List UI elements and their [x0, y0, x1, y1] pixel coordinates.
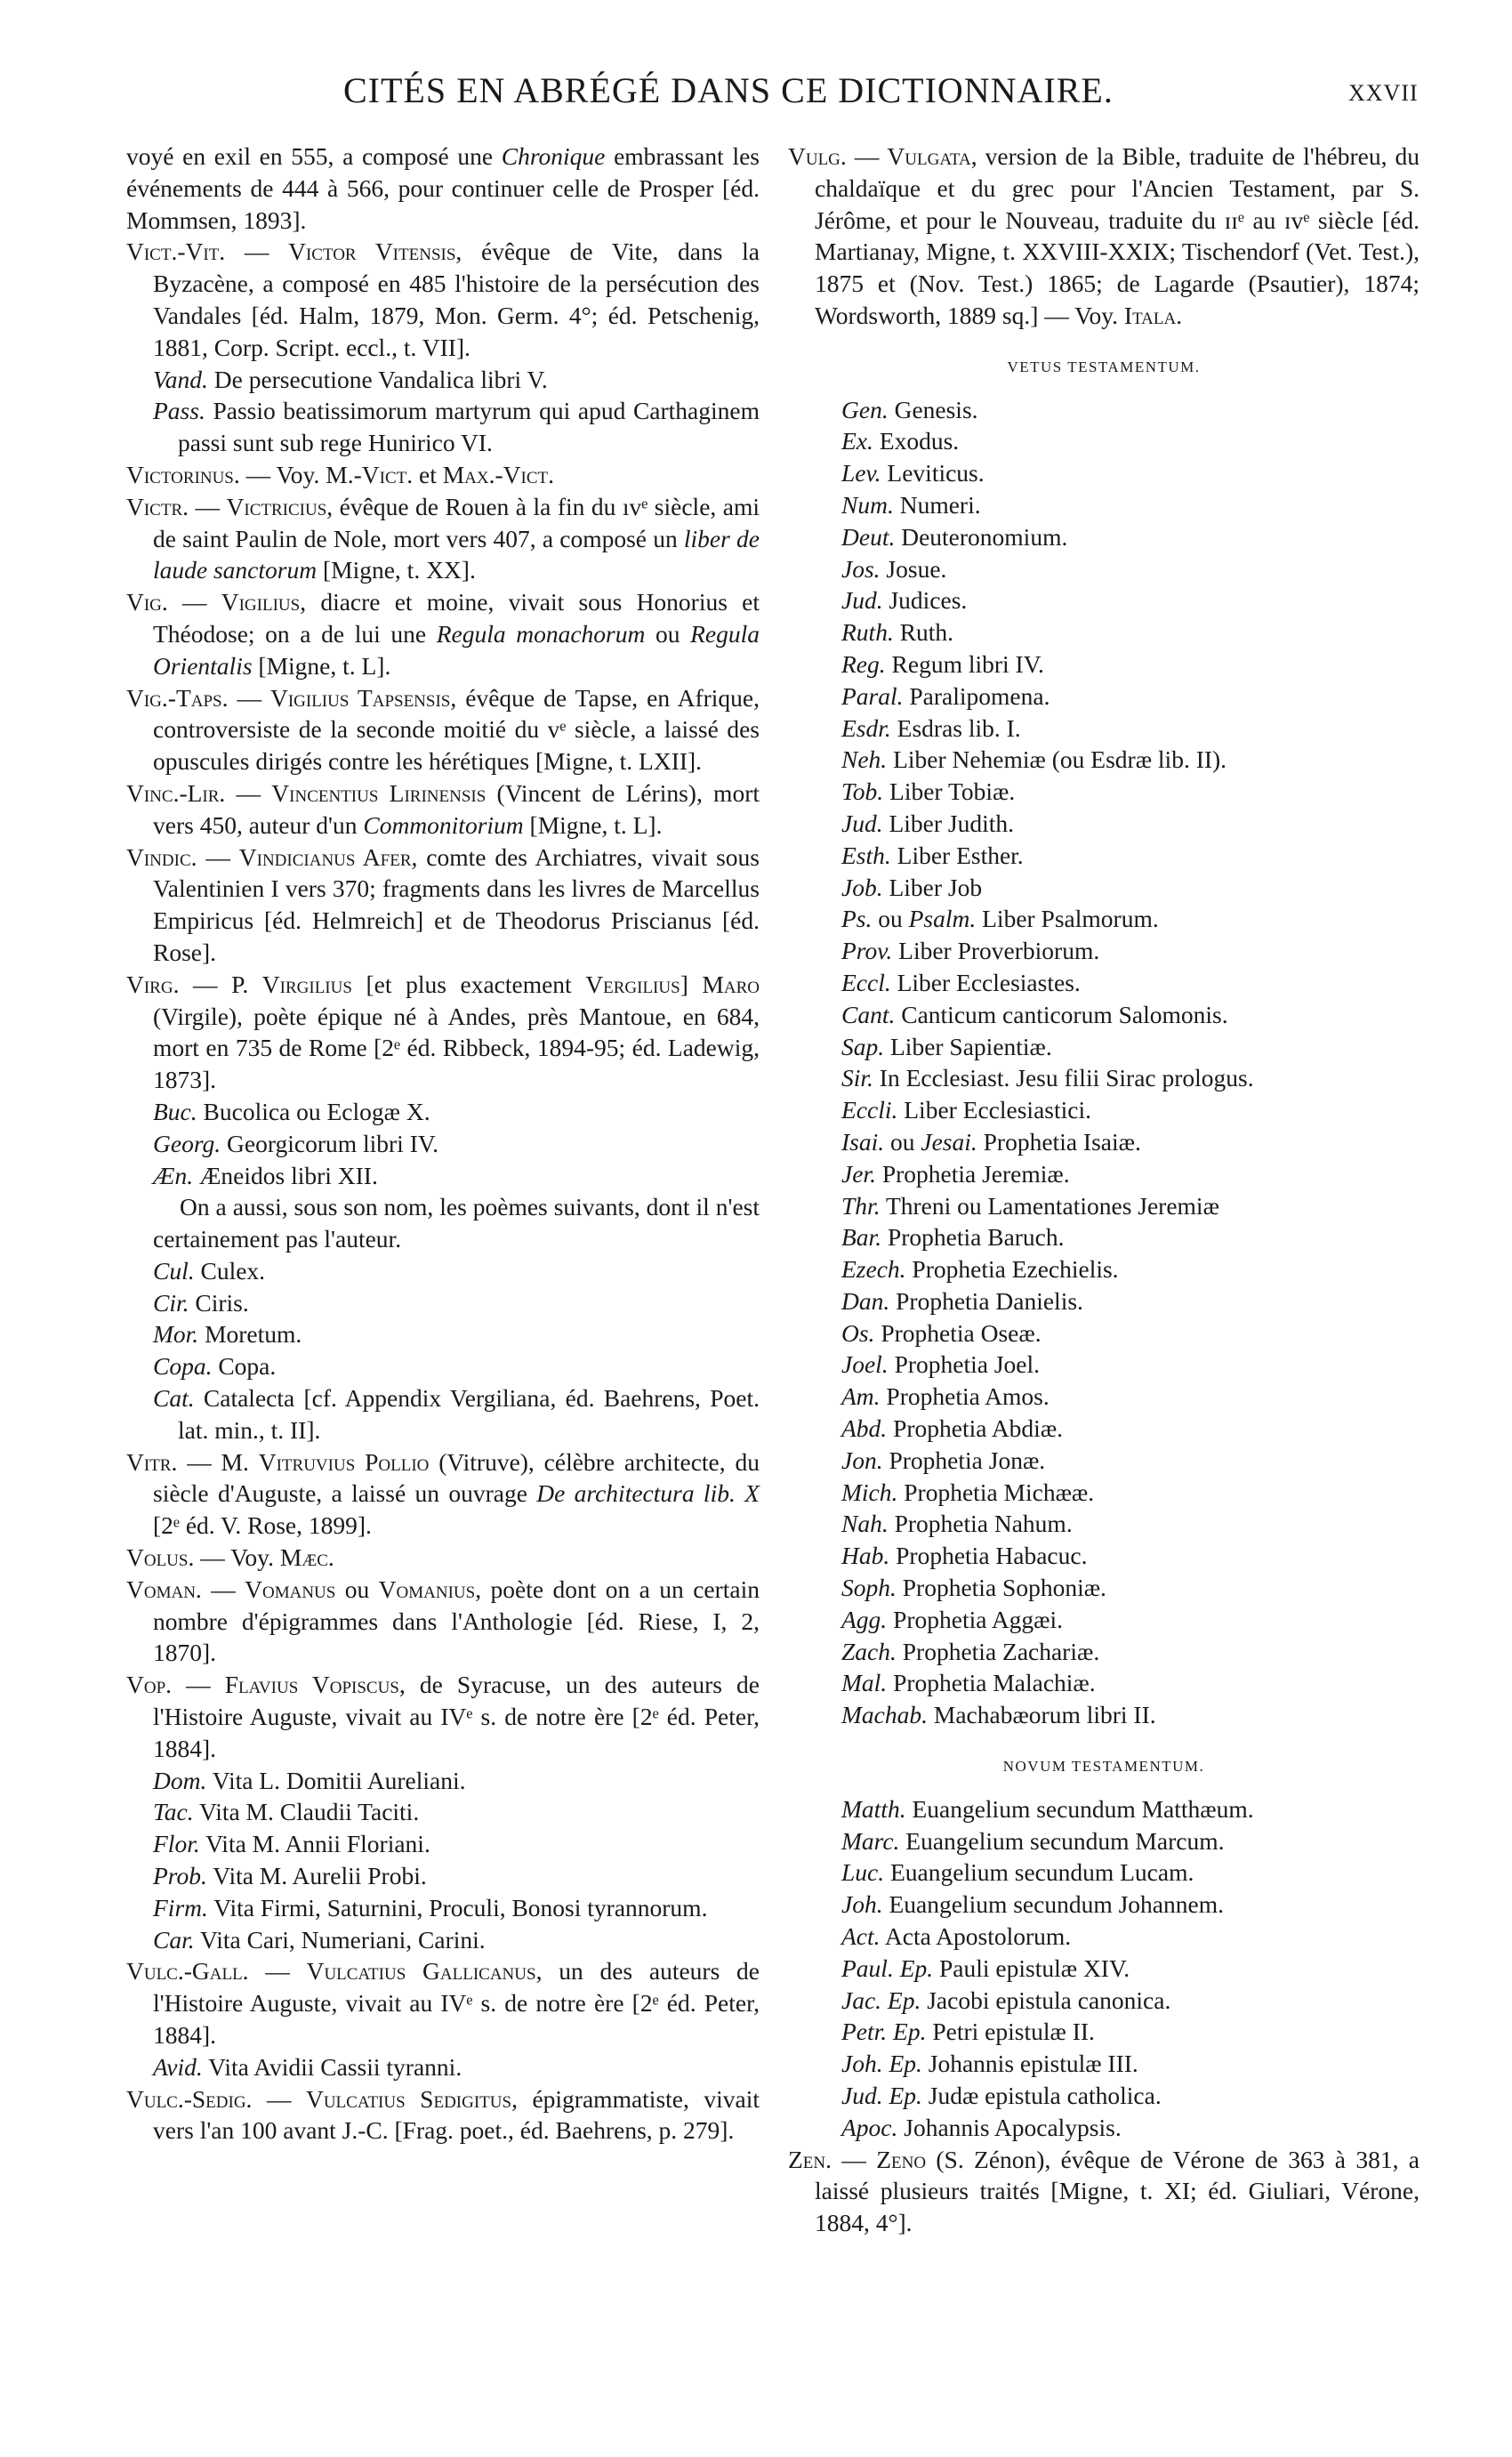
book-item: Marc. Euangelium secundum Marcum.: [841, 1826, 1225, 1855]
book-item: Eccli. Liber Ecclesiastici.: [841, 1096, 1091, 1124]
book-item: Jer. Prophetia Jeremiæ.: [841, 1159, 1070, 1188]
book-item: Prov. Liber Proverbiorum.: [841, 937, 1100, 965]
book-item: Mich. Prophetia Michææ.: [841, 1478, 1095, 1506]
book-item: Machab. Machabæorum libri II.: [841, 1701, 1156, 1729]
book-item: Joh. Ep. Johannis epistulæ III.: [841, 2050, 1138, 2078]
work-item: Mor. Moretum.: [153, 1320, 302, 1349]
book-item: Esdr. Esdras lib. I.: [841, 713, 1021, 742]
work-item: Buc. Bucolica ou Eclogæ X.: [153, 1097, 430, 1125]
book-item: Apoc. Johannis Apocalypsis.: [841, 2113, 1122, 2141]
work-item: Prob. Vita M. Aurelii Probi.: [153, 1862, 427, 1890]
entry-vinc-lir: Vinc.-Lir. — Vincentius Lirinensis (Vincent de Lérins), mort vers 450, auteur d'un Commonitorium [Migne, t. L].: [126, 778, 760, 839]
entry-volus: Volus. — Voy. Mæc.: [126, 1543, 334, 1572]
book-item: Sap. Liber Sapientiæ.: [841, 1032, 1052, 1060]
work-item: Copa. Copa.: [153, 1352, 277, 1381]
novum-testamentum-list: [788, 1793, 1420, 2144]
book-item: Nah. Prophetia Nahum.: [841, 1510, 1073, 1538]
book-item: Ezech. Prophetia Ezechielis.: [841, 1255, 1119, 1284]
work-item: Car. Vita Cari, Numeriani, Carini.: [153, 1925, 486, 1954]
entry-vig: Vig. — Vigilius, diacre et moine, vivait sous Honorius et Théodose; on a de lui une Regula monachorum ou Regula Orientalis [Migne, t. L].: [126, 588, 760, 680]
book-item: Num. Numeri.: [841, 490, 981, 519]
work-item: Cir. Ciris.: [153, 1288, 249, 1317]
vop-works: [126, 1765, 760, 1956]
book-item: Paral. Paralipomena.: [841, 681, 1050, 710]
entry-vitr: Vitr. — M. Vitruvius Pollio (Vitruve), célèbre architecte, du siècle d'Auguste, a laissé un ouvrage De architectura lib. X [2ᵉ éd. V. Rose, 1899].: [126, 1447, 760, 1540]
entry-vop: Vop. — Flavius Vopiscus, de Syracuse, un des auteurs de l'Histoire Auguste, vivait au IVᵉ s. de notre ère [2ᵉ éd. Peter, 1884].: [126, 1671, 760, 1762]
book-item: Jud. Liber Judith.: [841, 809, 1015, 837]
virg-note: On a aussi, sous son nom, les poèmes suivants, dont il n'est certainement pas l'auteur.: [153, 1193, 760, 1253]
work-item: Vand. De persecutione Vandalica libri V.: [153, 365, 548, 393]
book-item: Isai. ou Jesai. Prophetia Isaiæ.: [841, 1127, 1141, 1156]
entry-vulc-gall: Vulc.-Gall. — Vulcatius Gallicanus, un des auteurs de l'Histoire Auguste, vivait au IVᵉ s. de notre ère [2ᵉ éd. Peter, 1884].: [126, 1957, 760, 2050]
book-item: Dan. Prophetia Danielis.: [841, 1286, 1083, 1315]
entry-vulg: Vulg. — Vulgata, version de la Bible, traduite de l'hébreu, du chaldaïque et du grec pour l'Ancien Testament, par S. Jérôme, et pour le Nouveau, traduite du ɪɪᵉ au ɪvᵉ siècle [éd. Martianay, Migne, t. XXVIII-XXIX; Tischendorf (Vet. Test.), 1875 et (Nov. Test.) 1865; de Lagarde (Psautier), 1874; Wordsworth, 1889 sq.] — Voy. Itala.: [788, 142, 1420, 329]
entry-voman: Voman. — Vomanus ou Vomanius, poète dont on a un certain nombre d'épigrammes dans l'Anthologie [éd. Riese, I, 2, 1870].: [126, 1575, 760, 1667]
book-item: Luc. Euangelium secundum Lucam.: [841, 1858, 1194, 1887]
page-number: XXVII: [1348, 80, 1419, 106]
book-item: Hab. Prophetia Habacuc.: [841, 1542, 1088, 1570]
entry-virg: Virg. — P. Virgilius [et plus exactement Vergilius] Maro (Virgile), poète épique né à Andes, près Mantoue, en 684, mort en 735 de Rome [2ᵉ éd. Ribbeck, 1894-95; éd. Ladewig, 1873].: [126, 970, 760, 1094]
book-item: Ex. Exodus.: [841, 427, 960, 455]
work-item: Pass. Passio beatissimorum martyrum qui apud Carthaginem passi sunt sub rege Hunirico VI.: [153, 397, 760, 457]
book-item: Abd. Prophetia Abdiæ.: [841, 1414, 1064, 1443]
book-item: Mal. Prophetia Malachiæ.: [841, 1669, 1096, 1697]
virg-works-attributed: [126, 1255, 760, 1446]
book-item: Thr. Threni ou Lamentationes Jeremiæ: [841, 1191, 1219, 1220]
entry-victorinus: Victorinus. — Voy. M.-Vict. et Max.-Vict.: [126, 460, 554, 488]
book-item: Gen. Genesis.: [841, 395, 978, 423]
book-item: Act. Acta Apostolorum.: [841, 1922, 1072, 1951]
right-column: [788, 141, 1420, 2239]
book-item: Matth. Euangelium secundum Matthæum.: [841, 1794, 1254, 1823]
work-item: Firm. Vita Firmi, Saturnini, Proculi, Bonosi tyrannorum.: [153, 1893, 708, 1921]
book-item: Joh. Euangelium secundum Johannem.: [841, 1890, 1224, 1919]
author-name: Victor Vitensis: [288, 238, 456, 266]
running-title: CITÉS EN ABRÉGÉ DANS CE DICTIONNAIRE.: [343, 70, 1114, 110]
book-item: Bar. Prophetia Baruch.: [841, 1223, 1065, 1252]
book-item: Petr. Ep. Petri epistulæ II.: [841, 2018, 1095, 2046]
work-item: Dom. Vita L. Domitii Aureliani.: [153, 1766, 466, 1794]
virg-works: [126, 1096, 760, 1191]
book-item: Joel. Prophetia Joel.: [841, 1350, 1041, 1379]
left-column: [126, 141, 760, 2147]
book-item: Sir. In Ecclesiast. Jesu filii Sirac prologus.: [841, 1064, 1254, 1092]
book-item: Job. Liber Job: [841, 873, 983, 901]
book-item: Esth. Liber Esther.: [841, 841, 1024, 869]
book-item: Deut. Deuteronomium.: [841, 522, 1068, 551]
book-item: Cant. Canticum canticorum Salomonis.: [841, 1000, 1228, 1028]
book-item: Agg. Prophetia Aggæi.: [841, 1605, 1064, 1633]
work-item: Cul. Culex.: [153, 1256, 266, 1285]
book-item: Paul. Ep. Pauli epistulæ XIV.: [841, 1954, 1130, 1982]
entry-vict-continued: voyé en exil en 555, a composé une Chronique embrassant les événements de 444 à 566, pour continuer celle de Prosper [éd. Mommsen, 1893].: [126, 142, 760, 234]
headword: Vict.-Vit.: [126, 238, 226, 266]
entry-zen: Zen. — Zeno (S. Zénon), évêque de Vérone de 363 à 381, a laissé plusieurs traités [Migne, t. XI; éd. Giuliari, Vérone, 1884, 4°].: [788, 2145, 1420, 2237]
vetus-testamentum-list: [788, 394, 1420, 1731]
work-item: Georg. Georgicorum libri IV.: [153, 1129, 439, 1157]
page-header: [0, 69, 1512, 123]
work-item: Cat. Catalecta [cf. Appendix Vergiliana, éd. Baehrens, Poet. lat. min., t. II].: [153, 1384, 760, 1444]
book-item: Zach. Prophetia Zachariæ.: [841, 1637, 1100, 1665]
book-item: Tob. Liber Tobiæ.: [841, 777, 1016, 806]
work-item: Tac. Vita M. Claudii Taciti.: [153, 1798, 420, 1826]
work-item: Flor. Vita M. Annii Floriani.: [153, 1830, 430, 1858]
book-item: Neh. Liber Nehemiæ (ou Esdræ lib. II).: [841, 745, 1227, 774]
book-item: Reg. Regum libri IV.: [841, 649, 1044, 678]
book-item: Jud. Ep. Judæ epistula catholica.: [841, 2082, 1162, 2110]
book-item: Jos. Josue.: [841, 554, 947, 583]
book-item: Lev. Leviticus.: [841, 459, 985, 487]
section-heading-vetus: VETUS TESTAMENTUM.: [1007, 358, 1201, 375]
work-item: Avid. Vita Avidii Cassii tyranni.: [153, 2052, 462, 2081]
book-item: Ps. ou Psalm. Liber Psalmorum.: [841, 905, 1159, 933]
book-item: Soph. Prophetia Sophoniæ.: [841, 1574, 1106, 1602]
book-item: Jac. Ep. Jacobi epistula canonica.: [841, 1986, 1171, 2014]
section-heading-novum: NOVUM TESTAMENTUM.: [1002, 1758, 1205, 1776]
entry-vulc-sedig: Vulc.-Sedig. — Vulcatius Sedigitus, épigrammatiste, vivait vers l'an 100 avant J.-C. [Frag. poet., éd. Baehrens, p. 279].: [126, 2084, 760, 2145]
work-item: Æn. Æneidos libri XII.: [153, 1161, 378, 1189]
book-item: Os. Prophetia Oseæ.: [841, 1318, 1042, 1347]
book-item: Eccl. Liber Ecclesiastes.: [841, 968, 1081, 996]
entry-vig-taps: Vig.-Taps. — Vigilius Tapsensis, évêque de Tapse, en Afrique, controversiste de la seconde moitié du vᵉ siècle, a laissé des opuscules dirigés contre les hérétiques [Migne, t. LXII].: [126, 683, 760, 776]
book-item: Jud. Judices.: [841, 586, 968, 615]
entry-vindic: Vindic. — Vindicianus Afer, comte des Archiatres, vivait sous Valentinien I vers 370; fragments dans les livres de Marcellus Empiricus [éd. Helmreich] et de Theodorus Priscianus [éd. Rose].: [126, 842, 760, 966]
book-item: Ruth. Ruth.: [841, 618, 954, 647]
book-item: Am. Prophetia Amos.: [841, 1382, 1050, 1411]
entry-victr: Victr. — Victricius, évêque de Rouen à la fin du ıvᵉ siècle, ami de saint Paulin de Nole, mort vers 407, a composé un liber de laude sanctorum [Migne, t. XX].: [126, 492, 760, 584]
entry-vict-vit: Vict.-Vit. — Victor Vitensis, évêque de Vite, dans la Byzacène, a composé en 485 l'histoire de la persécution des Vandales [éd. Halm, 1879, Mon. Germ. 4°; éd. Petschenig, 1881, Corp. Script. eccl., t. VII].: [126, 238, 760, 361]
book-item: Jon. Prophetia Jonæ.: [841, 1446, 1046, 1474]
